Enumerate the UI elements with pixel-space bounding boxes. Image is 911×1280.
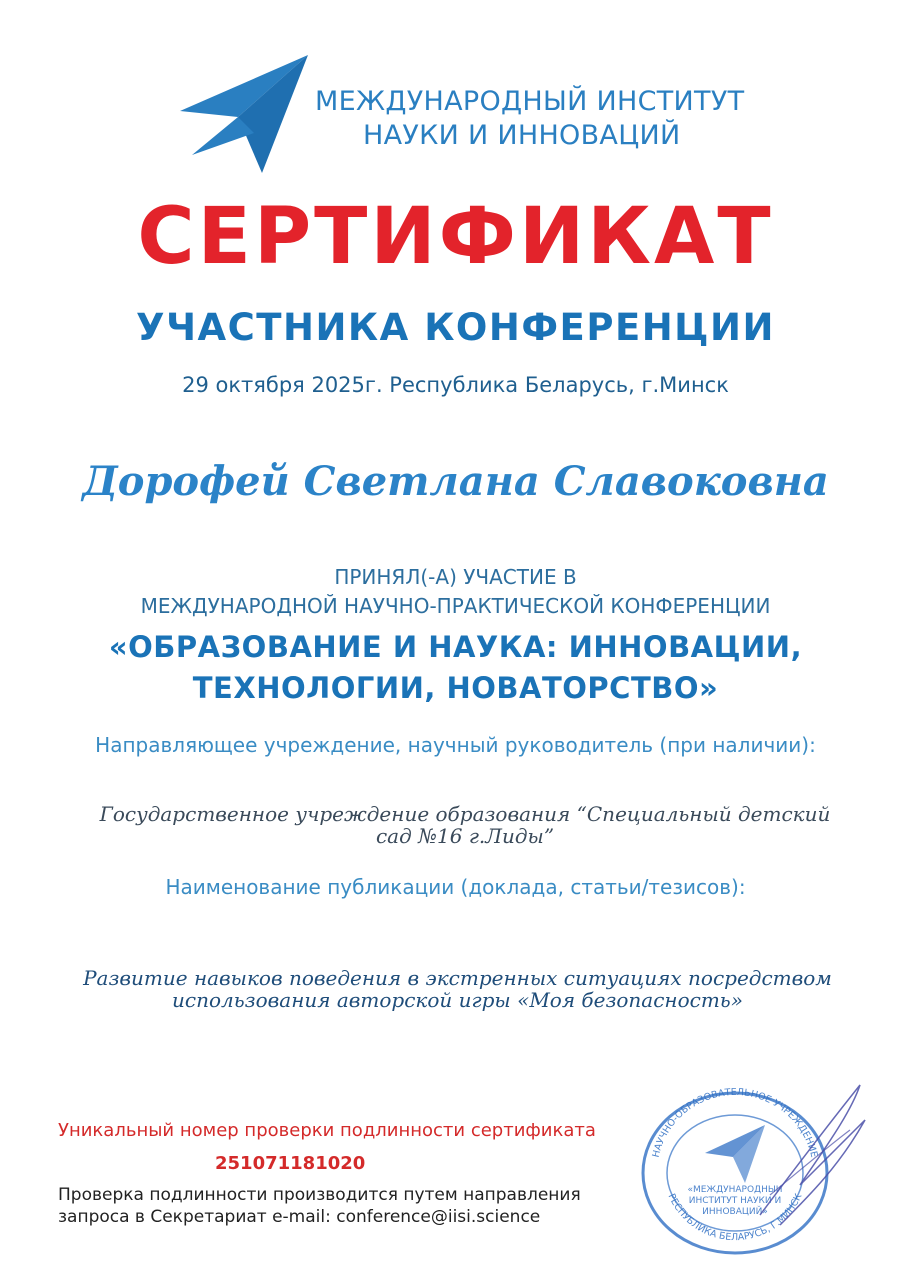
participant-name: Дорофей Светлана Славоковна xyxy=(82,458,829,505)
verification-number: 251071181020 xyxy=(215,1153,366,1174)
certificate-title: СЕРТИФИКАТ xyxy=(137,192,774,282)
signature xyxy=(700,1075,880,1235)
organization-name-line1: МЕЖДУНАРОДНЫЙ ИНСТИТУТ xyxy=(315,86,745,117)
date-place: 29 октября 2025г. Республика Беларусь, г.Минск xyxy=(182,373,729,397)
participated-text: ПРИНЯЛ(-А) УЧАСТИЕ В xyxy=(334,565,577,589)
certificate-subtitle: УЧАСТНИКА КОНФЕРЕНЦИИ xyxy=(136,306,775,349)
paper-plane-icon xyxy=(180,55,308,173)
conference-type: МЕЖДУНАРОДНОЙ НАУЧНО-ПРАКТИЧЕСКОЙ КОНФЕРЕНЦИИ xyxy=(140,594,771,618)
stamp-text-top: НАУЧНО-ОБРАЗОВАТЕЛЬНОЕ УЧРЕЖДЕНИЕ xyxy=(650,1086,820,1159)
verification-label: Уникальный номер проверки подлинности сертификата xyxy=(58,1120,596,1141)
organization-name-line2: НАУКИ И ИННОВАЦИЙ xyxy=(363,120,681,151)
publication-label: Наименование публикации (доклада, статьи/тезисов): xyxy=(165,875,746,899)
publication-value: Развитие навыков поведения в экстренных ситуациях посредством использования авторской игры «Моя безопасность» xyxy=(83,966,832,1012)
stamp-text-inner: «МЕЖДУНАРОДНЫЙ ИНСТИТУТ НАУКИ И ИННОВАЦИЙ» xyxy=(687,1185,783,1217)
supervisor-label: Направляющее учреждение, научный руководитель (при наличии): xyxy=(95,733,816,757)
conference-name-line2: ТЕХНОЛОГИИ, НОВАТОРСТВО» xyxy=(192,671,719,705)
conference-name-line1: «ОБРАЗОВАНИЕ И НАУКА: ИННОВАЦИИ, xyxy=(108,630,803,664)
verification-note-line1: Проверка подлинности производится путем направления xyxy=(58,1185,581,1205)
institution-value: Государственное учреждение образования “Специальный детский сад №16 г.Лиды” xyxy=(99,802,831,848)
stamp-text-bottom: РЕСПУБЛИКА БЕЛАРУСЬ, Г.МИНСК xyxy=(665,1192,805,1244)
verification-note-line2: запроса в Секретариат e-mail: conference@iisi.science xyxy=(58,1207,541,1227)
